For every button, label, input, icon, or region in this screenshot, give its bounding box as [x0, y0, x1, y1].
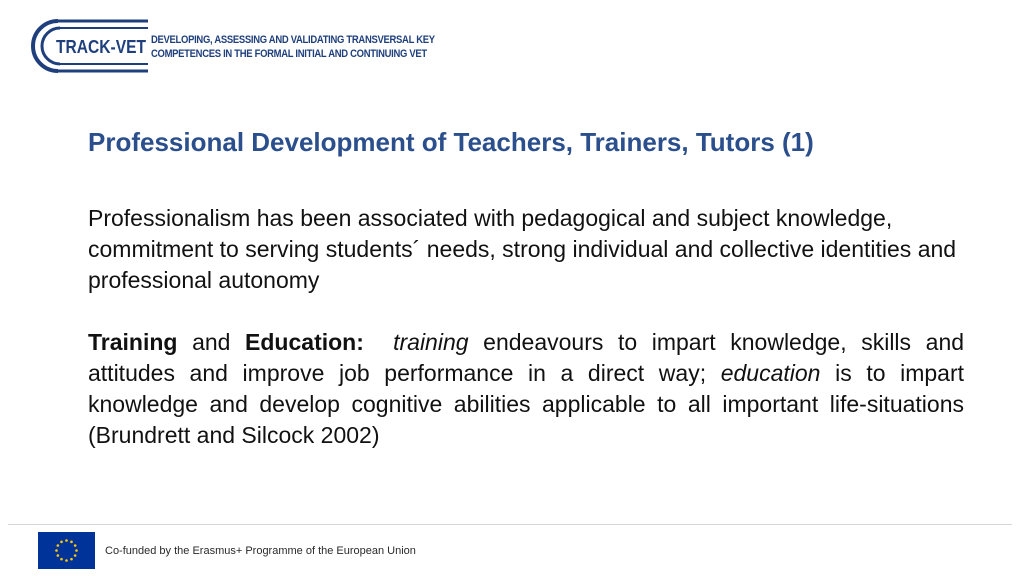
eu-star	[57, 554, 60, 557]
logo-text: TRACK-VET	[56, 37, 146, 57]
term-training: Training	[88, 329, 178, 355]
track-vet-logo	[30, 18, 150, 74]
eu-star	[65, 539, 68, 542]
italic-training: training	[393, 329, 469, 355]
paragraph-training-education	[88, 327, 964, 451]
eu-star	[55, 549, 58, 552]
paragraph-professionalism: Professionalism has been associated with pedagogical and subject knowledge, commitment to serving students´ needs, strong individual and collective identities and professional autonomy	[88, 205, 957, 293]
eu-star	[65, 559, 68, 562]
eu-star	[57, 544, 60, 547]
footer-divider	[8, 524, 1012, 525]
eu-star	[74, 554, 77, 557]
funding-statement: Co-funded by the Erasmus+ Programme of the European Union	[105, 545, 416, 557]
eu-star	[60, 541, 63, 544]
definition-text-2: is to impart knowledge and develop cognitive abilities applicable to all important life-situations (Brundrett and Silcock 2002)	[88, 360, 965, 448]
tagline-line-1: DEVELOPING, ASSESSING AND VALIDATING TRANSVERSAL KEY	[151, 34, 435, 46]
eu-flag-icon	[38, 532, 95, 569]
word-and: and	[192, 329, 231, 355]
italic-education: education	[720, 360, 821, 386]
eu-star	[74, 544, 77, 547]
tagline-line-2: COMPETENCES IN THE FORMAL INITIAL AND CONTINUING VET	[151, 48, 427, 60]
eu-star	[70, 541, 73, 544]
eu-star	[60, 558, 63, 561]
eu-star	[75, 549, 78, 552]
term-education: Education:	[245, 329, 364, 355]
eu-star	[70, 558, 73, 561]
slide-title: Professional Development of Teachers, Trainers, Tutors (1)	[88, 127, 814, 157]
definition-text-1: endeavours to impart knowledge, skills and attitudes and improve job performance in a direct way;	[88, 329, 965, 386]
header-tagline	[151, 33, 435, 61]
